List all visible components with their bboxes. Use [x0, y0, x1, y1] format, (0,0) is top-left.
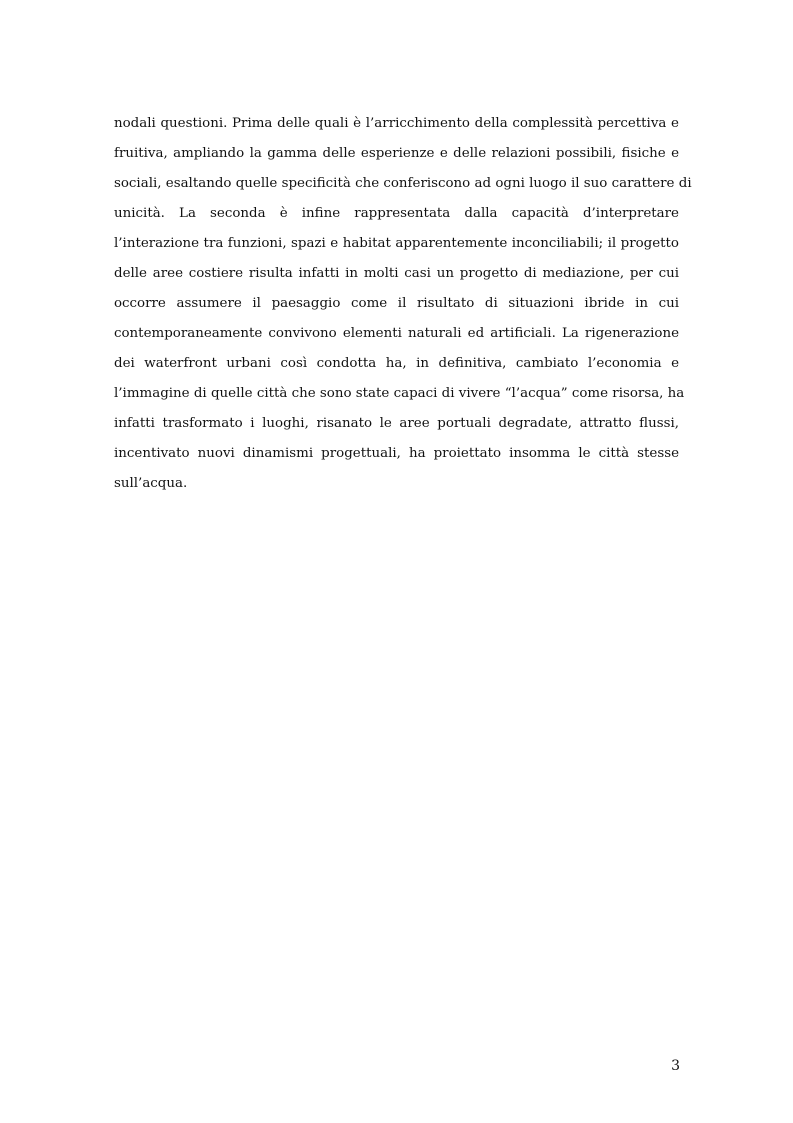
text-line: l’immagine di quelle città che sono state capaci di vivere “l’acqua” come risorsa, ha [114, 386, 685, 401]
text-line: dei waterfront urbani così condotta ha, in definitiva, cambiato l’economia e [114, 356, 679, 371]
text-line: incentivato nuovi dinamismi progettuali, ha proiettato insomma le città stesse [114, 446, 679, 461]
text-line: contemporaneamente convivono elementi naturali ed artificiali. La rigenerazione [114, 326, 679, 341]
text-line-last: sull’acqua. [114, 476, 188, 491]
text-line: delle aree costiere risulta infatti in molti casi un progetto di mediazione, per cui [114, 266, 679, 281]
page-number: 3 [671, 1058, 680, 1074]
text-line: occorre assumere il paesaggio come il risultato di situazioni ibride in cui [114, 296, 679, 311]
text-line: l’interazione tra funzioni, spazi e habitat apparentemente inconciliabili; il progetto [114, 236, 679, 251]
text-line: fruitiva, ampliando la gamma delle esperienze e delle relazioni possibili, fisiche e [114, 146, 679, 161]
text-line: unicità. La seconda è infine rappresentata dalla capacità d’interpretare [114, 206, 679, 221]
body-paragraph [114, 109, 692, 499]
text-line: infatti trasformato i luoghi, risanato le aree portuali degradate, attratto flussi, [114, 416, 679, 431]
text-line: nodali questioni. Prima delle quali è l’arricchimento della complessità percettiva e [114, 116, 679, 131]
text-line: sociali, esaltando quelle specificità che conferiscono ad ogni luogo il suo carattere di [114, 176, 692, 191]
